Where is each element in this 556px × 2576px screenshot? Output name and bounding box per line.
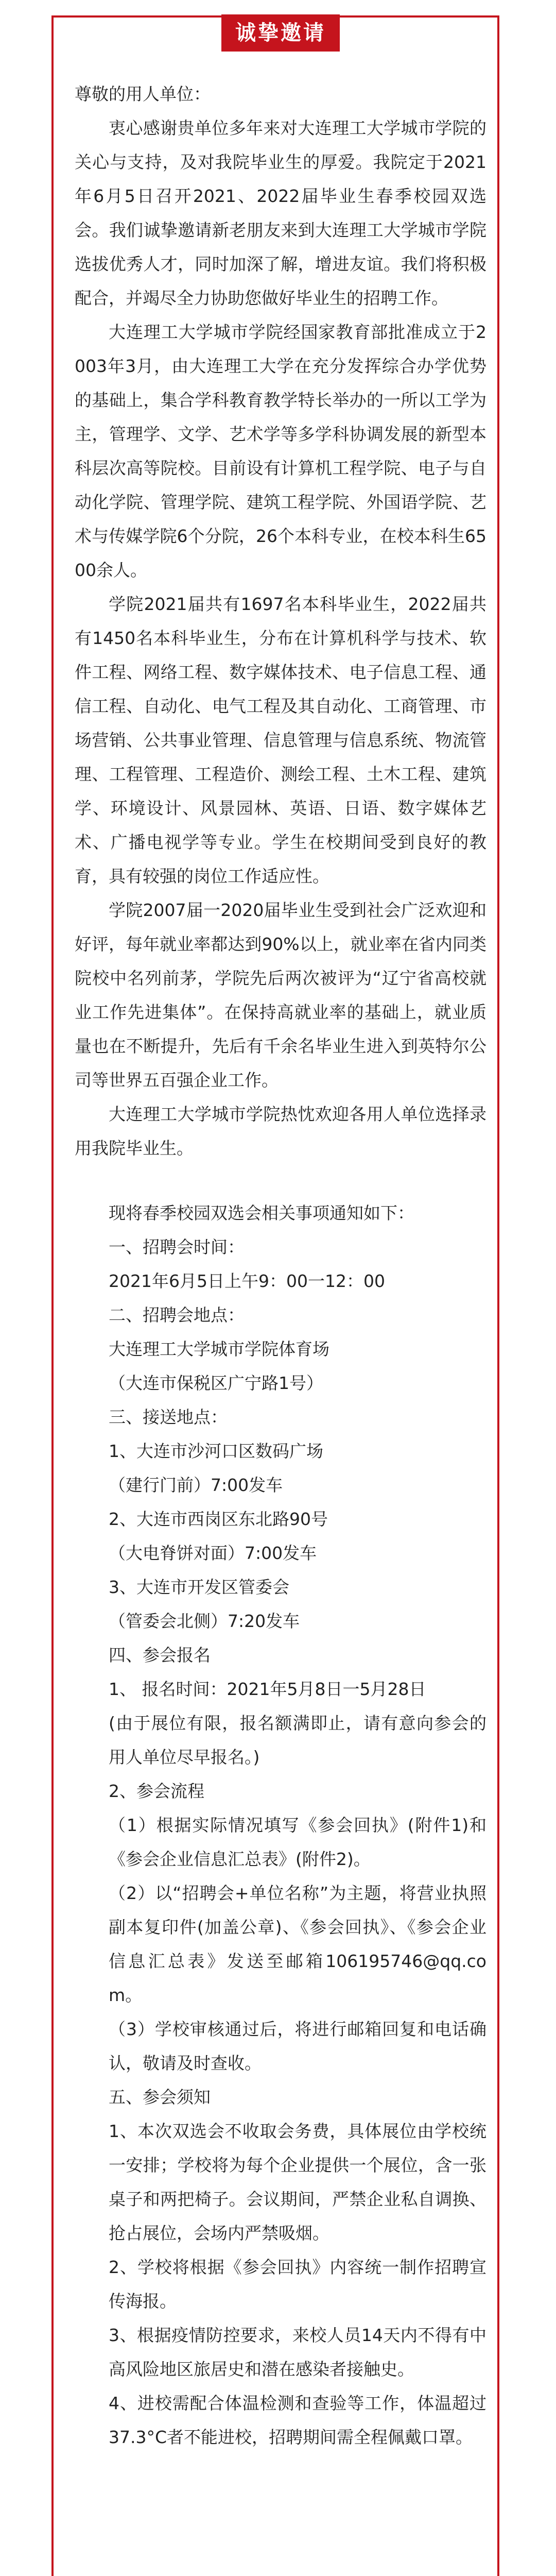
notes-item-1: 1、本次双选会不收取会务费，具体展位由学校统一安排；学校将为每个企业提供一个展位，含一张桌子和两把椅子。会议期间，严禁企业私自调换、抢占展位，会场内严禁吸烟。 — [109, 2121, 486, 2243]
registration-step-2: （2）以“招聘会+单位名称”为主题，将营业执照副本复印件(加盖公章)、《参会回执》、《参会企业信息汇总表》发送至邮箱106195746@qq.com。 — [109, 1883, 486, 2005]
section-time-value: 2021年6月5日上午9：00一12：00 — [109, 1271, 385, 1291]
section-registration-title: 四、参会报名 — [109, 1645, 211, 1665]
section-time-title: 一、招聘会时间： — [109, 1237, 245, 1257]
paragraph-gratitude: 衷心感谢贵单位多年来对大连理工大学城市学院的关心与支持，及对我院毕业生的厚爱。我院定于2021年6月5日召开2021、2022届毕业生春季校园双选会。我们诚挚邀请新老朋友来到大连理工大学城市学院选拔优秀人才，同时加深了解，增进友谊。我们将积极配合，并竭尽全力协助您做好毕业生的招聘工作。 — [75, 118, 486, 308]
salutation: 尊敬的用人单位： — [75, 84, 211, 104]
paragraph-college-intro: 大连理工大学城市学院经国家教育部批准成立于2003年3月，由大连理工大学在充分发挥综合办学优势的基础上，集合学科教育教学特长举办的一所以工学为主，管理学、文学、艺术学等多学科协调发展的新型本科层次高等院校。目前设有计算机工程学院、电子与自动化学院、管理学院、建筑工程学院、外国语学院、艺术与传媒学院6个分院，26个本科专业，在校本科生6500余人。 — [75, 322, 486, 580]
registration-step-3: （3）学校审核通过后，将进行邮箱回复和电话确认，敬请及时查收。 — [109, 2019, 486, 2073]
paragraph-graduates: 学院2021届共有1697名本科毕业生，2022届共有1450名本科毕业生，分布在计算机科学与技术、软件工程、网络工程、数字媒体技术、电子信息工程、通信工程、自动化、电气工程及其自动化、工商管理、市场营销、公共事业管理、信息管理与信息系统、物流管理、工程管理、工程造价、测绘工程、土木工程、建筑学、环境设计、风景园林、英语、日语、数字媒体艺术、广播电视学等专业。学生在校期间受到良好的教育，具有较强的岗位工作适应性。 — [75, 594, 486, 886]
registration-period: 1、 报名时间：2021年5月8日一5月28日 — [109, 1679, 426, 1699]
paragraph-welcome: 大连理工大学城市学院热忱欢迎各用人单位选择录用我院毕业生。 — [75, 1104, 486, 1158]
notes-item-2: 2、学校将根据《参会回执》内容统一制作招聘宣传海报。 — [109, 2257, 486, 2311]
shuttle-stop-2-time: （大电脊饼对面）7:00发车 — [109, 1543, 317, 1563]
section-location-title: 二、招聘会地点： — [109, 1305, 245, 1325]
registration-step-1: （1）根据实际情况填写《参会回执》(附件1)和《参会企业信息汇总表》(附件2)。 — [109, 1815, 486, 1869]
shuttle-stop-1-time: （建行门前）7:00发车 — [109, 1475, 283, 1495]
registration-note: (由于展位有限，报名额满即止，请有意向参会的用人单位尽早报名。) — [109, 1713, 486, 1767]
shuttle-stop-3-time: （管委会北侧）7:20发车 — [109, 1611, 300, 1631]
shuttle-stop-3: 3、大连市开发区管委会 — [109, 1577, 289, 1597]
paragraph-employment: 学院2007届一2020届毕业生受到社会广泛欢迎和好评，每年就业率都达到90%以上，就业率在省内同类院校中名列前茅，学院先后两次被评为“辽宁省高校就业工作先进集体”。在保持高就业率的基础上，就业质量也在不断提升，先后有千余名毕业生进入到英特尔公司等世界五百强企业工作。 — [75, 900, 486, 1090]
shuttle-stop-2: 2、大连市西岗区东北路90号 — [109, 1509, 328, 1529]
section-location-value: 大连理工大学城市学院体育场 — [109, 1339, 329, 1359]
section-notes-title: 五、参会须知 — [109, 2087, 211, 2107]
shuttle-stop-1: 1、大连市沙河口区数码广场 — [109, 1441, 323, 1461]
section-location-address: （大连市保税区广宁路1号） — [109, 1373, 323, 1393]
notice-intro: 现将春季校园双选会相关事项通知如下： — [109, 1203, 414, 1223]
title-banner: 诚挚邀请 — [221, 14, 340, 52]
section-shuttle-title: 三、接送地点： — [109, 1407, 228, 1427]
registration-process-title: 2、参会流程 — [109, 1781, 204, 1801]
letter-body — [75, 77, 486, 2454]
notes-item-3: 3、根据疫情防控要求，来校人员14天内不得有中高风险地区旅居史和潜在感染者接触史。 — [109, 2325, 486, 2379]
notes-item-4: 4、进校需配合体温检测和查验等工作，体温超过37.3°C者不能进校，招聘期间需全程佩戴口罩。 — [109, 2393, 486, 2447]
